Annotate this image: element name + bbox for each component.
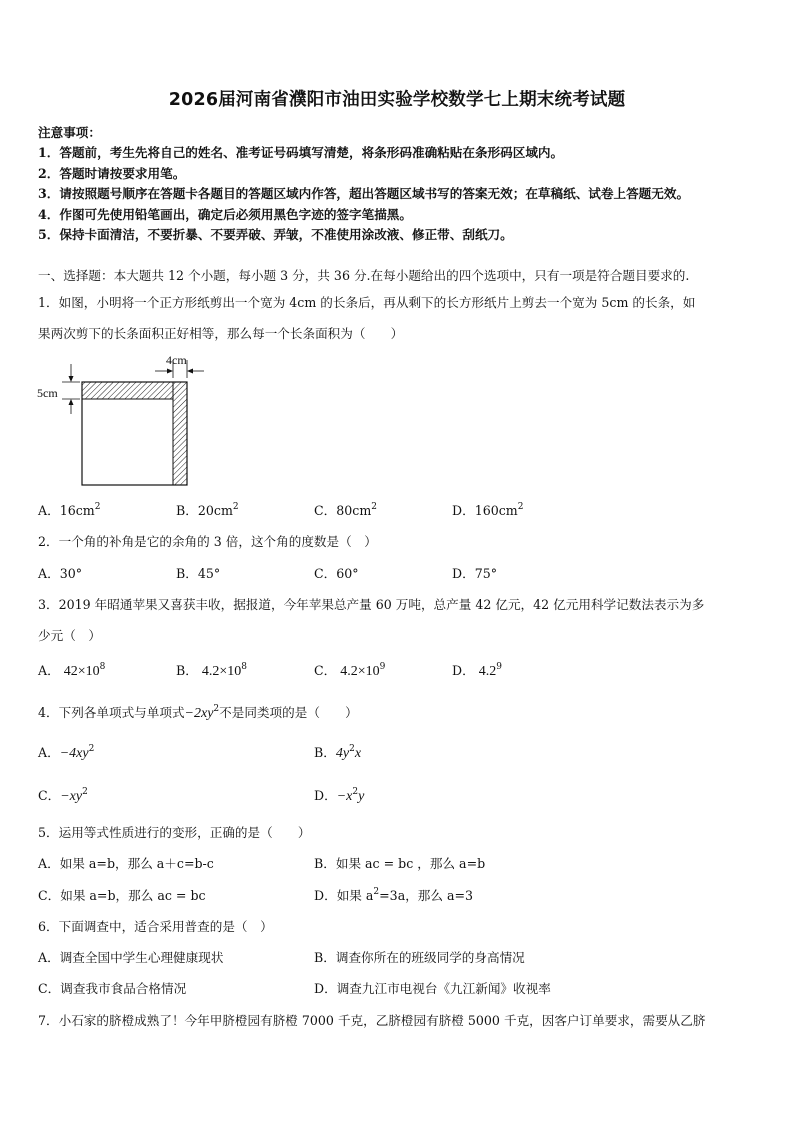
q4-option-c: C．$-xy^2$: [38, 787, 88, 804]
q6-option-d: D．调查九江市电视台《九江新闻》收视率: [314, 981, 551, 996]
q5-option-c: C．如果 a=b，那么 ac = bc: [38, 888, 206, 903]
q5-option-d: D．如果 $a^2=3a$，那么 a=3: [314, 887, 474, 903]
q2-option-a: A．30°: [38, 566, 83, 581]
q3-option-d: D． $4.2^9$: [452, 662, 502, 679]
square-cut-figure: [32, 350, 212, 490]
q1-stem-line1: 1．如图，小明将一个正方形纸剪出一个宽为 4cm 的长条后，再从剩下的长方形纸片上剪去一个宽为 5cm 的长条，如: [38, 295, 696, 310]
section-heading: 一、选择题：本大题共 12 个小题，每小题 3 分，共 36 分.在每小题给出的四个选项中，只有一项是符合题目要求的.: [38, 268, 690, 283]
q6-stem: 6．下面调查中，适合采用普查的是（ ）: [38, 919, 273, 934]
strip-top-hatched: [82, 382, 173, 399]
q4-option-d: D．$-x^2y$: [314, 787, 365, 804]
strip-right-hatched: [173, 382, 187, 485]
q4-stem: 4．下列各单项式与单项式$-2xy^2$不是同类项的是（ ）: [38, 704, 358, 721]
notice-item-5: 5．保持卡面清洁，不要折暴、不要弄破、弄皱，不准使用涂改液、修正带、刮纸刀。: [38, 227, 513, 242]
q4-option-a: A．$-4xy^2$: [38, 744, 95, 761]
q3-option-b: B． $4.2\times 10^8$: [176, 662, 248, 679]
q5-option-b: B．如果 ac = bc ，那么 a=b: [314, 856, 486, 871]
q2-option-c: C．60°: [314, 566, 359, 581]
notice-item-2: 2．答题时请按要求用笔。: [38, 166, 186, 181]
q6-option-c: C．调查我市食品合格情况: [38, 981, 187, 996]
q1-option-a: A．$16cm^2$: [38, 502, 101, 518]
q1-option-c: C．$80cm^2$: [314, 502, 377, 518]
label-4cm: 4cm: [166, 353, 187, 367]
q3-stem-line1: 3．2019 年昭通苹果又喜获丰收，据报道，今年苹果总产量 60 万吨，总产量 42 亿元，42 亿元用科学记数法表示为多: [38, 597, 705, 612]
label-5cm: 5cm: [37, 386, 58, 400]
q3-option-c: C． $4.2\times 10^9$: [314, 662, 386, 679]
page-title: 2026届河南省濮阳市油田实验学校数学七上期末统考试题: [168, 90, 626, 110]
notice-item-3: 3．请按照题号顺序在答题卡各题目的答题区域内作答，超出答题区域书写的答案无效；在草稿纸、试卷上答题无效。: [38, 186, 690, 201]
q6-option-a: A．调查全国中学生心理健康现状: [38, 950, 224, 965]
notice-item-1: 1．答题前，考生先将自己的姓名、准考证号码填写清楚，将条形码准确粘贴在条形码区域内。: [38, 145, 564, 160]
q1-option-b: B．$20cm^2$: [176, 502, 239, 518]
q7-stem-line1: 7．小石家的脐橙成熟了！今年甲脐橙园有脐橙 7000 千克，乙脐橙园有脐橙 5000 千克，因客户订单要求，需要从乙脐: [38, 1013, 706, 1028]
q2-option-b: B．45°: [176, 566, 221, 581]
q1-stem-line2: 果两次剪下的长条面积正好相等，那么每一个长条面积为（ ）: [38, 326, 404, 341]
q4-option-b: B．$4y^2x$: [314, 744, 362, 761]
q1-option-d: D．$160cm^2$: [452, 502, 524, 518]
q2-option-d: D．75°: [452, 566, 498, 581]
q5-stem: 5．运用等式性质进行的变形，正确的是（ ）: [38, 825, 311, 840]
q5-option-a: A．如果 a=b，那么 a＋c=b-c: [38, 856, 214, 871]
q3-option-a: A． $42\times 10^8$: [38, 662, 106, 679]
q3-stem-line2: 少元（ ）: [38, 628, 101, 643]
notice-item-4: 4．作图可先使用铅笔画出，确定后必须用黑色字迹的签字笔描黑。: [38, 207, 412, 222]
q2-stem: 2．一个角的补角是它的余角的 3 倍，这个角的度数是（ ）: [38, 534, 377, 549]
notice-heading: 注意事项：: [38, 125, 101, 140]
q6-option-b: B．调查你所在的班级同学的身高情况: [314, 950, 525, 965]
